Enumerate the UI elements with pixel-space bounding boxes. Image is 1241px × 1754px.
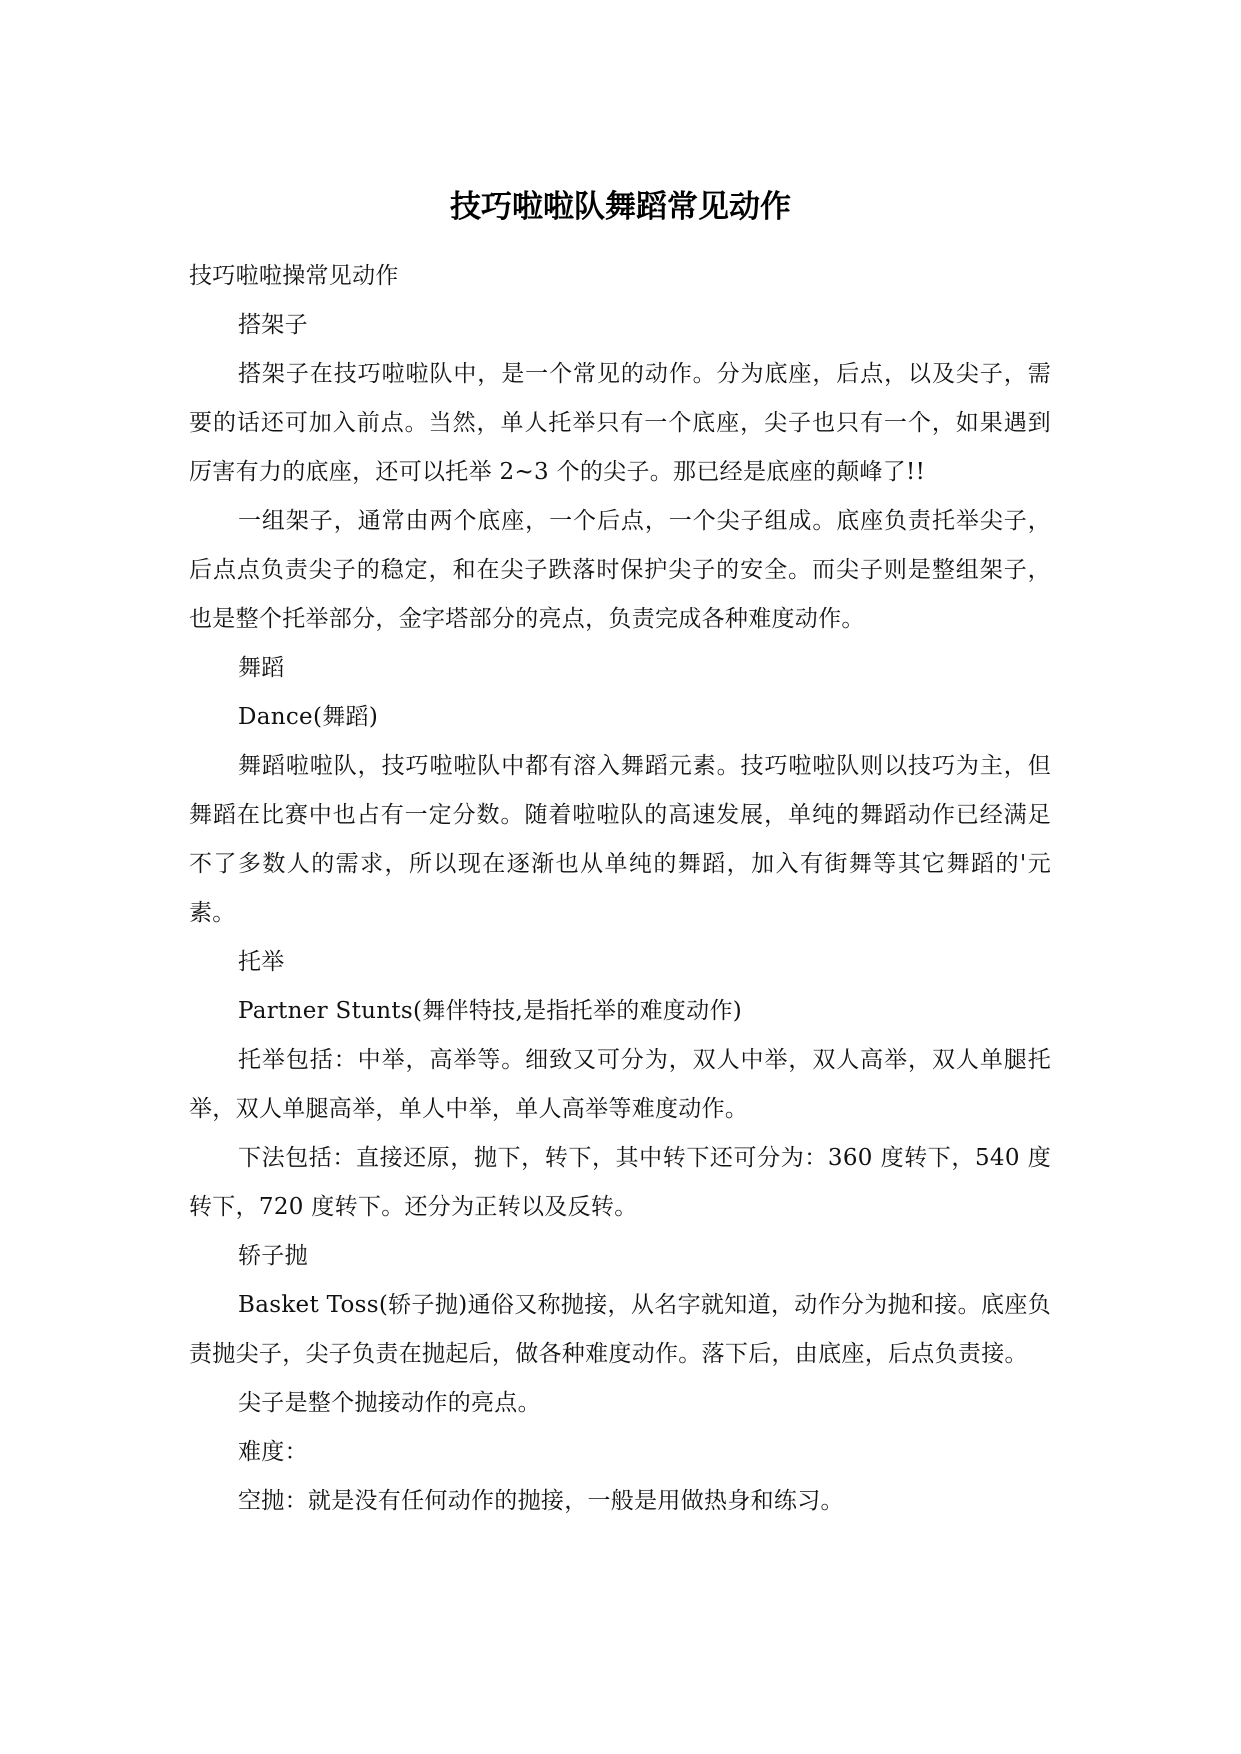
- paragraph-subheading-stunts: Partner Stunts(舞伴特技,是指托举的难度动作): [238, 998, 743, 1024]
- paragraph-heading-lift: 托举: [238, 949, 285, 975]
- paragraph: 难度：: [238, 1439, 308, 1465]
- document-title: 技巧啦啦队舞蹈常见动作: [450, 189, 791, 225]
- paragraph: 托举包括：中举，高举等。细致又可分为，双人中举，双人高举，双人单腿托举，双人单腿高举，单人中举，单人高举等难度动作。: [189, 1047, 1051, 1122]
- paragraph-subheading-dance: Dance(舞蹈): [238, 704, 379, 730]
- document-body: [189, 252, 1051, 1526]
- paragraph: 下法包括：直接还原，抛下，转下，其中转下还可分为：360 度转下，540 度转下，720 度转下。还分为正转以及反转。: [189, 1145, 1051, 1220]
- paragraph: 尖子是整个抛接动作的亮点。: [238, 1390, 541, 1416]
- paragraph-section-heading: 技巧啦啦操常见动作: [189, 263, 399, 289]
- paragraph-heading-dance: 舞蹈: [238, 655, 285, 681]
- paragraph: 空抛：就是没有任何动作的抛接，一般是用做热身和练习。: [238, 1488, 844, 1514]
- paragraph: 搭架子在技巧啦啦队中，是一个常见的动作。分为底座，后点，以及尖子，需要的话还可加入前点。当然，单人托举只有一个底座，尖子也只有一个，如果遇到厉害有力的底座，还可以托举 2~3 个的尖子。那已经是底座的颠峰了!!: [189, 361, 1051, 485]
- paragraph: 一组架子，通常由两个底座，一个后点，一个尖子组成。底座负责托举尖子，后点点负责尖子的稳定，和在尖子跌落时保护尖子的安全。而尖子则是整组架子，也是整个托举部分，金字塔部分的亮点，负责完成各种难度动作。: [189, 508, 1051, 632]
- paragraph: 舞蹈啦啦队，技巧啦啦队中都有溶入舞蹈元素。技巧啦啦队则以技巧为主，但舞蹈在比赛中也占有一定分数。随着啦啦队的高速发展，单纯的舞蹈动作已经满足不了多数人的需求，所以现在逐渐也从单纯的舞蹈，加入有街舞等其它舞蹈的'元素。: [189, 753, 1051, 926]
- paragraph-heading-pyramid: 搭架子: [238, 312, 308, 338]
- paragraph: Basket Toss(轿子抛)通俗又称抛接，从名字就知道，动作分为抛和接。底座负责抛尖子，尖子负责在抛起后，做各种难度动作。落下后，由底座，后点负责接。: [189, 1292, 1051, 1367]
- paragraph-heading-basket-toss: 轿子抛: [238, 1243, 308, 1269]
